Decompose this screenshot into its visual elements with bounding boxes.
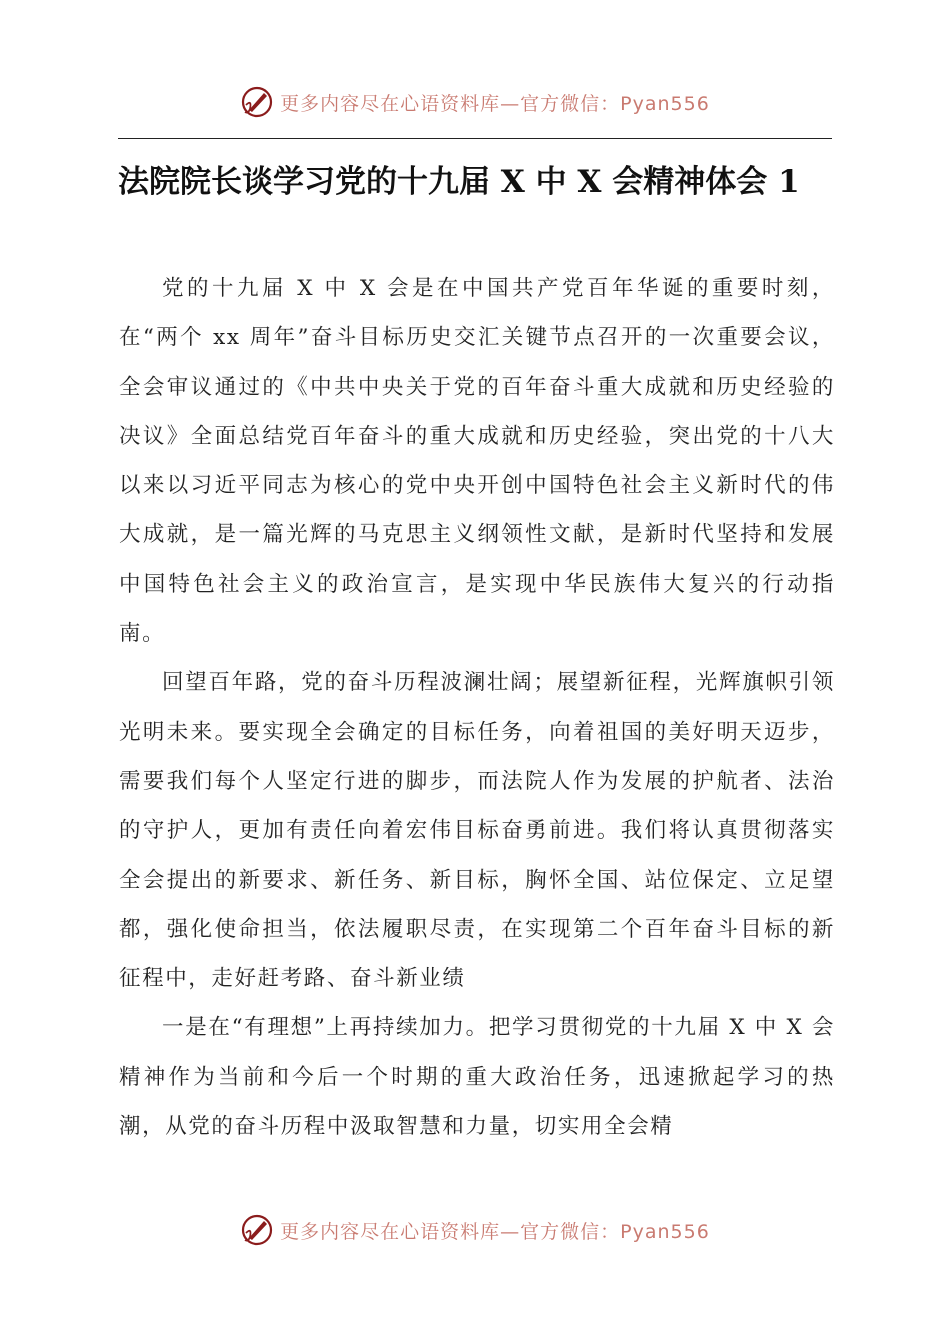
- header-banner: [0, 82, 950, 122]
- pen-logo-icon: [240, 85, 274, 119]
- paragraph: 党的十九届 X 中 X 会是在中国共产党百年华诞的重要时刻，在“两个 xx 周年”奋斗目标历史交汇关键节点召开的一次重要会议，全会审议通过的《中共中央关于党的百年奋斗重大成就和历史经验的决议》全面总结党百年奋斗的重大成就和历史经验，突出党的十八大以来以习近平同志为核心的党中央开创中国特色社会主义新时代的伟大成就，是一篇光辉的马克思主义纲领性文献，是新时代坚持和发展中国特色社会主义的政治宣言，是实现中华民族伟大复兴的行动指南。: [119, 276, 835, 647]
- document-title: 法院院长谈学习党的十九届 X 中 X 会精神体会 1: [118, 164, 800, 200]
- footer-banner: [0, 1210, 950, 1250]
- footer-banner-text: 更多内容尽在心语资料库—官方微信：Pyan556: [280, 1220, 710, 1243]
- pen-logo-icon: [240, 1213, 274, 1247]
- paragraph: 一是在“有理想”上再持续加力。把学习贯彻党的十九届 X 中 X 会精神作为当前和今后一个时期的重大政治任务，迅速掀起学习的热潮，从党的奋斗历程中汲取智慧和力量，切实用全会精: [119, 1015, 836, 1140]
- document-body: [119, 264, 835, 1151]
- paragraph: 回望百年路，党的奋斗历程波澜壮阔；展望新征程，光辉旗帜引领光明未来。要实现全会确定的目标任务，向着祖国的美好明天迈步，需要我们每个人坚定行进的脚步，而法院人作为发展的护航者、法治的守护人，更加有责任向着宏伟目标奋勇前进。我们将认真贯彻落实全会提出的新要求、新任务、新目标，胸怀全国、站位保定、立足望都，强化使命担当，依法履职尽责，在实现第二个百年奋斗目标的新征程中，走好赶考路、奋斗新业绩: [119, 670, 835, 992]
- wechat-id: Pyan556: [620, 1220, 710, 1243]
- header-banner-text: 更多内容尽在心语资料库—官方微信：Pyan556: [280, 92, 710, 115]
- wechat-id: Pyan556: [620, 92, 710, 115]
- header-rule: [118, 138, 832, 139]
